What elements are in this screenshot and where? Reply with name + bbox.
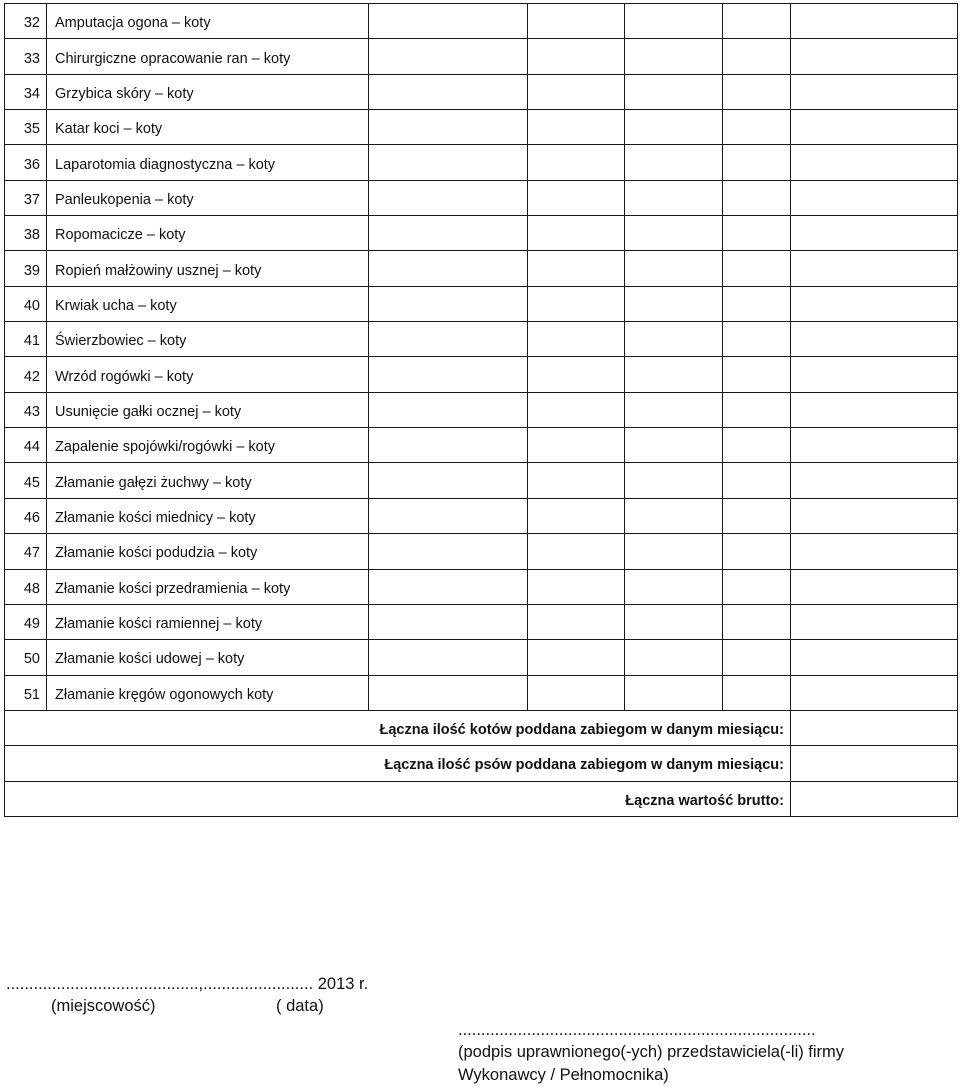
procedure-name: Ropomacicze – koty [47,216,369,251]
empty-cell [625,569,723,604]
empty-cell [791,110,958,145]
row-number: 36 [5,145,47,180]
procedures-table-body [5,4,958,711]
row-number: 49 [5,604,47,639]
procedure-name: Złamanie gałęzi żuchwy – koty [47,463,369,498]
procedure-name: Złamanie kręgów ogonowych koty [47,675,369,710]
empty-cell [528,216,625,251]
empty-cell [723,39,791,74]
signature-label-line-2: Wykonawcy / Pełnomocnika) [458,1066,669,1084]
empty-cell [791,286,958,321]
empty-cell [625,675,723,710]
empty-cell [369,74,528,109]
empty-cell [791,569,958,604]
table-row [5,357,958,392]
row-number: 50 [5,640,47,675]
empty-cell [528,180,625,215]
empty-cell [723,640,791,675]
total-dogs-row [5,746,958,781]
empty-cell [369,463,528,498]
empty-cell [723,604,791,639]
empty-cell [369,39,528,74]
empty-cell [791,463,958,498]
empty-cell [528,498,625,533]
empty-cell [528,322,625,357]
row-number: 32 [5,4,47,39]
total-cats-row [5,710,958,745]
empty-cell [625,286,723,321]
empty-cell [723,110,791,145]
table-row [5,534,958,569]
procedure-name: Złamanie kości miednicy – koty [47,498,369,533]
row-number: 34 [5,74,47,109]
empty-cell [625,322,723,357]
empty-cell [723,286,791,321]
procedures-table [4,3,958,817]
empty-cell [528,286,625,321]
row-number: 33 [5,39,47,74]
empty-cell [369,569,528,604]
row-number: 40 [5,286,47,321]
empty-cell [723,4,791,39]
procedure-name: Katar koci – koty [47,110,369,145]
table-row [5,322,958,357]
empty-cell [625,216,723,251]
empty-cell [369,286,528,321]
table-row [5,4,958,39]
totals-section [5,710,958,816]
empty-cell [528,534,625,569]
total-dogs-label: Łączna ilość psów poddana zabiegom w danym miesiącu: [5,746,791,781]
empty-cell [369,428,528,463]
empty-cell [528,569,625,604]
row-number: 48 [5,569,47,604]
empty-cell [528,604,625,639]
empty-cell [369,392,528,427]
empty-cell [625,4,723,39]
empty-cell [528,463,625,498]
empty-cell [625,604,723,639]
empty-cell [369,251,528,286]
table-row [5,428,958,463]
empty-cell [723,392,791,427]
empty-cell [625,251,723,286]
empty-cell [723,216,791,251]
procedure-name: Ropień małżowiny usznej – koty [47,251,369,286]
row-number: 43 [5,392,47,427]
table-row [5,180,958,215]
empty-cell [723,180,791,215]
empty-cell [625,428,723,463]
procedure-name: Zapalenie spojówki/rogówki – koty [47,428,369,463]
empty-cell [369,110,528,145]
empty-cell [369,604,528,639]
total-dogs-value [791,746,958,781]
table-row [5,569,958,604]
empty-cell [625,463,723,498]
empty-cell [625,498,723,533]
empty-cell [369,498,528,533]
empty-cell [791,392,958,427]
empty-cell [369,640,528,675]
procedure-name: Panleukopenia – koty [47,180,369,215]
total-cats-label: Łączna ilość kotów poddana zabiegom w danym miesiącu: [5,710,791,745]
place-date-line: ..........................................,........................ 2013 r. [6,975,369,993]
empty-cell [791,498,958,533]
table-row [5,216,958,251]
total-cats-value [791,710,958,745]
empty-cell [723,74,791,109]
empty-cell [528,392,625,427]
table-row [5,463,958,498]
empty-cell [723,534,791,569]
procedure-name: Amputacja ogona – koty [47,4,369,39]
row-number: 46 [5,498,47,533]
empty-cell [625,534,723,569]
empty-cell [791,180,958,215]
table-row [5,604,958,639]
empty-cell [528,145,625,180]
row-number: 45 [5,463,47,498]
empty-cell [791,251,958,286]
empty-cell [528,675,625,710]
empty-cell [791,534,958,569]
procedure-name: Złamanie kości udowej – koty [47,640,369,675]
empty-cell [528,110,625,145]
signature-line: .............................................................................. [458,1021,816,1039]
empty-cell [369,4,528,39]
row-number: 41 [5,322,47,357]
empty-cell [791,322,958,357]
procedure-name: Krwiak ucha – koty [47,286,369,321]
empty-cell [723,357,791,392]
procedure-name: Złamanie kości przedramienia – koty [47,569,369,604]
table-row [5,110,958,145]
table-row [5,640,958,675]
table-row [5,74,958,109]
procedure-name: Wrzód rogówki – koty [47,357,369,392]
date-label: ( data) [276,997,324,1015]
empty-cell [528,39,625,74]
procedure-name: Świerzbowiec – koty [47,322,369,357]
procedure-name: Złamanie kości ramiennej – koty [47,604,369,639]
empty-cell [528,74,625,109]
total-gross-label: Łączna wartość brutto: [5,781,791,816]
row-number: 47 [5,534,47,569]
row-number: 51 [5,675,47,710]
empty-cell [369,180,528,215]
empty-cell [723,463,791,498]
empty-cell [723,498,791,533]
empty-cell [791,640,958,675]
row-number: 37 [5,180,47,215]
table-row [5,675,958,710]
empty-cell [369,322,528,357]
table-row [5,498,958,533]
empty-cell [791,39,958,74]
empty-cell [791,4,958,39]
empty-cell [369,534,528,569]
empty-cell [791,604,958,639]
empty-cell [369,357,528,392]
empty-cell [528,357,625,392]
empty-cell [528,251,625,286]
empty-cell [791,74,958,109]
empty-cell [625,39,723,74]
empty-cell [369,675,528,710]
total-gross-row [5,781,958,816]
table-row [5,251,958,286]
empty-cell [369,216,528,251]
row-number: 38 [5,216,47,251]
empty-cell [791,428,958,463]
row-number: 42 [5,357,47,392]
empty-cell [723,428,791,463]
empty-cell [625,110,723,145]
empty-cell [791,216,958,251]
table-row [5,145,958,180]
empty-cell [369,145,528,180]
empty-cell [791,675,958,710]
empty-cell [625,357,723,392]
empty-cell [723,251,791,286]
empty-cell [528,428,625,463]
empty-cell [528,640,625,675]
signature-label-line-1: (podpis uprawnionego(-ych) przedstawiciela(-li) firmy [458,1043,845,1061]
empty-cell [625,392,723,427]
empty-cell [625,145,723,180]
empty-cell [791,145,958,180]
procedure-name: Złamanie kości podudzia – koty [47,534,369,569]
row-number: 39 [5,251,47,286]
empty-cell [625,74,723,109]
empty-cell [528,4,625,39]
total-gross-value [791,781,958,816]
empty-cell [625,180,723,215]
empty-cell [625,640,723,675]
empty-cell [723,569,791,604]
table-row [5,392,958,427]
place-label: (miejscowość) [51,997,156,1015]
empty-cell [791,357,958,392]
table-row [5,39,958,74]
procedure-name: Chirurgiczne opracowanie ran – koty [47,39,369,74]
procedure-name: Laparotomia diagnostyczna – koty [47,145,369,180]
empty-cell [723,322,791,357]
table-row [5,286,958,321]
empty-cell [723,145,791,180]
row-number: 44 [5,428,47,463]
row-number: 35 [5,110,47,145]
empty-cell [723,675,791,710]
procedure-name: Usunięcie gałki ocznej – koty [47,392,369,427]
procedure-name: Grzybica skóry – koty [47,74,369,109]
